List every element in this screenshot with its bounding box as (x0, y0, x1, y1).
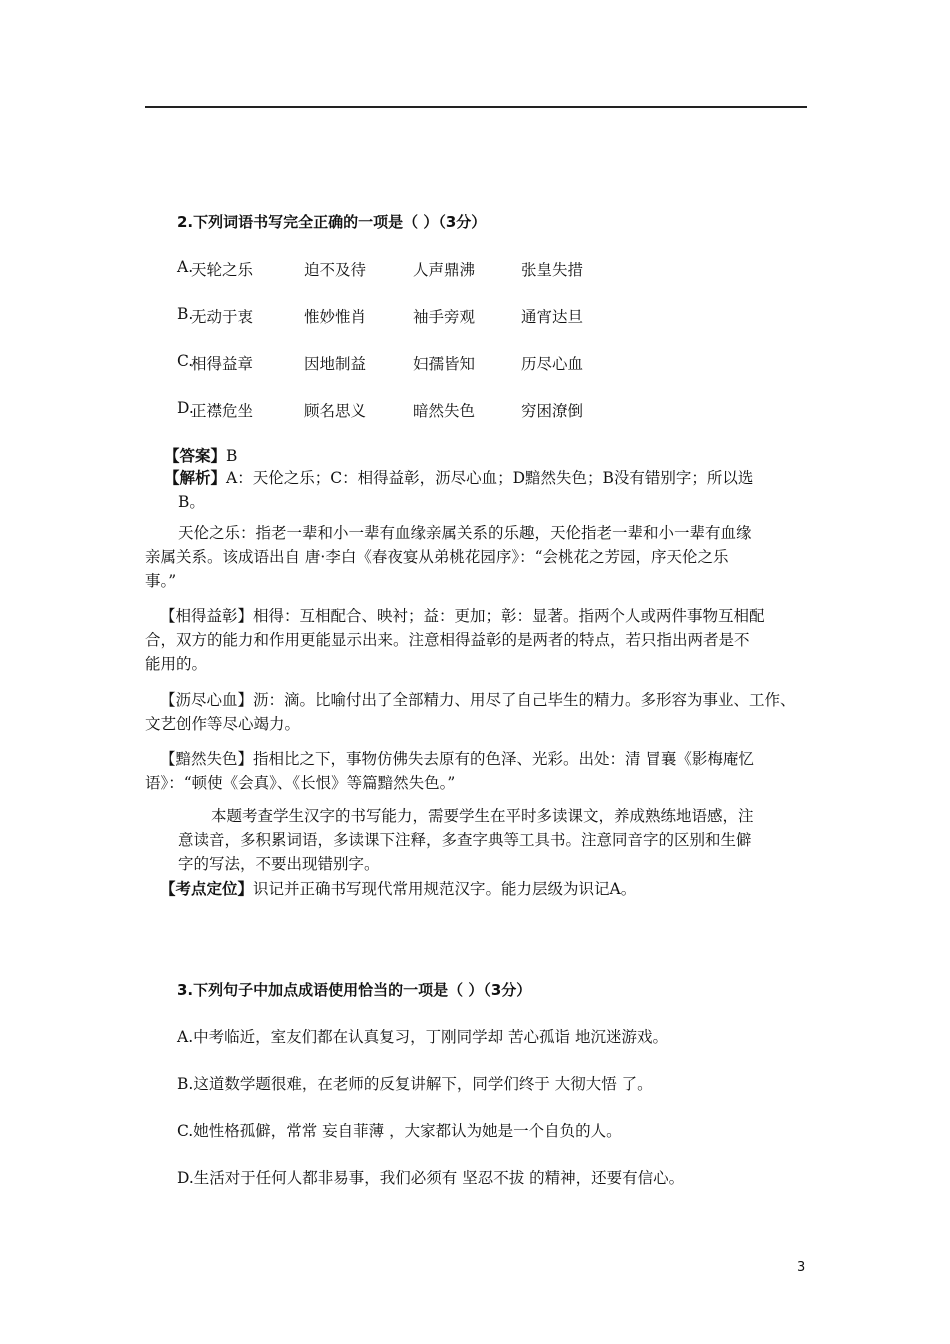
para-lijin-line2: 文艺创作等尽心竭力。 (145, 715, 301, 733)
q3-option-b: B.这道数学题很难，在老师的反复讲解下，同学们终于 大彻大悟 了。 (177, 1075, 653, 1093)
q3-option-c: C.她性格孤僻，常常 妄自菲薄 ，大家都认为她是一个自负的人。 (177, 1122, 622, 1140)
q2-title: 2.下列词语书写完全正确的一项是（ ）（3分） (177, 213, 487, 231)
answer-value: B (226, 447, 238, 465)
para-summary-line3: 字的写法，不要出现错别字。 (178, 855, 380, 873)
para-anran-line2: 语》：“顿使《会真》、《长恨》等篇黯然失色。” (145, 774, 456, 792)
q2-option-d (177, 399, 627, 421)
para-xiangde-line1: 【相得益彰】相得：互相配合、映衬；益：更加；彰：显著。指两个人或两件事物互相配 (160, 607, 765, 625)
analysis-text: A：天伦之乐；C：相得益彰，沥尽心血；D黯然失色；B没有错别字；所以选 (226, 469, 754, 487)
option-letter: C. (177, 352, 194, 370)
para-lijin-line1: 【沥尽心血】沥：滴。比喻付出了全部精力、用尽了自己毕生的精力。多形容为事业、工作、 (160, 691, 796, 709)
para-tianlun-line3: 事。” (145, 572, 177, 590)
para-anran-line1: 【黯然失色】指相比之下，事物仿佛失去原有的色泽、光彩。出处：清 冒襄《影梅庵忆 (160, 750, 754, 768)
option-word: 人声鼎沸 (413, 261, 476, 279)
option-letter: D. (177, 399, 194, 417)
q2-analysis-line2: B。 (178, 493, 205, 511)
q2-option-b (177, 305, 627, 327)
option-word: 张皇失措 (521, 261, 584, 279)
option-word: 迫不及待 (304, 261, 367, 279)
q2-answer (164, 444, 237, 468)
option-letter: B. (177, 305, 194, 323)
option-word: 无动于衷 (191, 308, 254, 326)
option-letter: A. (177, 258, 194, 276)
para-tianlun-line1: 天伦之乐：指老一辈和小一辈有血缘亲属关系的乐趣，天伦指老一辈和小一辈有血缘 (178, 524, 752, 542)
option-word: 妇孺皆知 (413, 355, 476, 373)
para-tianlun-line2: 亲属关系。该成语出自 唐·李白《春夜宴从弟桃花园序》：“会桃花之芳园，序天伦之乐 (145, 548, 729, 566)
option-word: 穷困潦倒 (521, 402, 584, 420)
page-number: 3 (797, 1260, 806, 1275)
option-word: 顾名思义 (304, 402, 367, 420)
q2-analysis-line1 (164, 466, 753, 490)
header-rule (145, 106, 807, 108)
option-word: 袖手旁观 (413, 308, 476, 326)
option-word: 历尽心血 (521, 355, 584, 373)
para-summary-line1: 本题考查学生汉字的书写能力，需要学生在平时多读课文，养成熟练地语感，注 (211, 807, 754, 825)
option-word: 因地制益 (304, 355, 367, 373)
para-summary-line2: 意读音，多积累词语，多读课下注释，多查字典等工具书。注意同音字的区别和生僻 (178, 831, 752, 849)
q2-focus (160, 877, 636, 901)
q2-option-a (177, 258, 627, 280)
q3-title: 3.下列句子中加点成语使用恰当的一项是（ ）（3分） (177, 981, 532, 999)
option-word: 相得益章 (191, 355, 254, 373)
option-word: 天轮之乐 (191, 261, 254, 279)
answer-label: 【答案】 (164, 447, 227, 465)
focus-label: 【考点定位】 (160, 880, 254, 898)
option-word: 正襟危坐 (191, 402, 254, 420)
q3-option-d: D.生活对于任何人都非易事，我们必须有 坚忍不拔 的精神，还要有信心。 (177, 1169, 685, 1187)
option-word: 暗然失色 (413, 402, 476, 420)
option-word: 惟妙惟肖 (304, 308, 367, 326)
focus-text: 识记并正确书写现代常用规范汉字。能力层级为识记A。 (253, 880, 637, 898)
option-word: 通宵达旦 (521, 308, 584, 326)
analysis-label: 【解析】 (164, 469, 227, 487)
para-xiangde-line3: 能用的。 (145, 655, 208, 673)
para-xiangde-line2: 合，双方的能力和作用更能显示出来。注意相得益彰的是两者的特点，若只指出两者是不 (145, 631, 750, 649)
q2-option-c (177, 352, 627, 374)
q3-option-a: A.中考临近，室友们都在认真复习，丁刚同学却 苦心孤诣 地沉迷游戏。 (177, 1028, 668, 1046)
